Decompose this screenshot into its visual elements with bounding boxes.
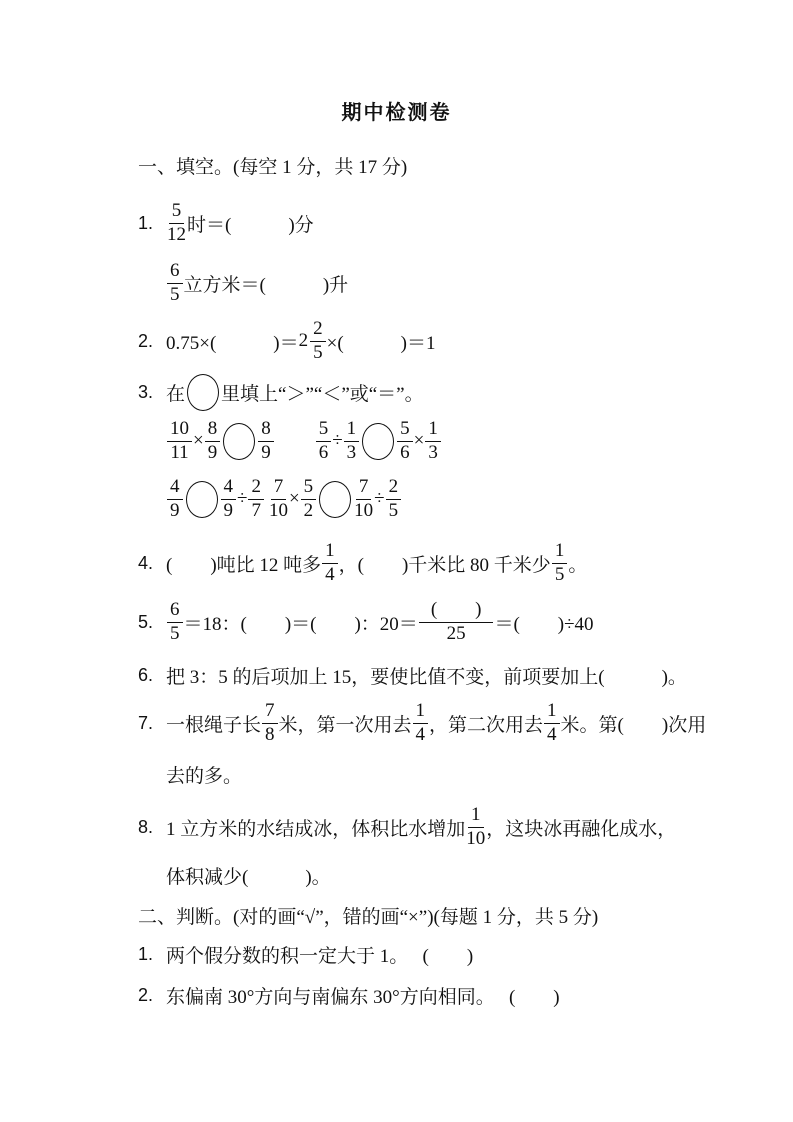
fraction <box>205 419 221 463</box>
text-run: 时＝( )分 <box>187 214 314 236</box>
fraction <box>248 477 264 521</box>
fraction-numerator: 7 <box>271 477 287 500</box>
fraction-numerator: 1 <box>344 419 360 442</box>
fraction-denominator: 7 <box>251 500 261 521</box>
fraction-numerator: 8 <box>258 419 274 442</box>
text-run: 米。第( )次用 <box>560 714 707 736</box>
fraction-numerator: 6 <box>167 261 183 284</box>
text-run: ( )吨比 12 吨多 <box>166 554 322 576</box>
fraction-numerator: 5 <box>301 477 317 500</box>
fraction <box>301 477 317 521</box>
fraction-denominator: 8 <box>265 724 275 745</box>
mixed-whole: 2 <box>298 330 309 351</box>
item8-content-line2 <box>166 862 331 889</box>
fraction-numerator: 4 <box>167 477 183 500</box>
item1-content-line2 <box>166 261 348 305</box>
comparison-circle <box>319 481 351 518</box>
item4-line1 <box>138 538 738 588</box>
fraction-denominator: 5 <box>170 284 180 305</box>
item8-line1 <box>138 802 738 852</box>
fraction-numerator: 4 <box>221 477 237 500</box>
fraction-denominator: 5 <box>313 342 323 363</box>
item3-comparison-row2 <box>138 474 738 524</box>
fraction-denominator: 5 <box>170 623 180 644</box>
fraction <box>397 419 413 463</box>
item1-content-line1 <box>166 201 314 245</box>
section2-item1-content <box>166 941 473 968</box>
text-run: × <box>193 430 204 451</box>
fraction-denominator: 25 <box>446 623 466 644</box>
fraction-numerator: 1 <box>425 419 441 442</box>
fraction-numerator: 5 <box>316 419 332 442</box>
mixed-number <box>299 319 327 363</box>
fraction-denominator: 4 <box>415 724 426 745</box>
fraction-denominator: 5 <box>388 500 399 521</box>
item4-content <box>166 541 587 585</box>
fraction-numerator: 6 <box>167 600 183 623</box>
fraction-denominator: 6 <box>400 442 410 463</box>
fraction <box>167 261 183 305</box>
item3-row1-content <box>166 419 442 463</box>
item1-line1 <box>138 198 738 248</box>
fraction-numerator: 8 <box>205 419 221 442</box>
fraction <box>269 477 288 521</box>
comparison-circle <box>186 481 218 518</box>
item3-intro <box>138 372 738 412</box>
fraction <box>316 419 332 463</box>
item7-line2 <box>138 761 738 788</box>
item1-number: 1. <box>138 212 154 233</box>
text-run: ，第二次用去 <box>429 714 544 736</box>
text-run: 去的多。 <box>166 766 243 787</box>
text-run: 体积减少( )。 <box>166 867 331 888</box>
fraction <box>425 419 441 463</box>
fraction-denominator: 4 <box>325 564 335 585</box>
item2-number: 2. <box>138 330 154 351</box>
text-run: ÷ <box>374 488 385 509</box>
fraction <box>344 419 360 463</box>
item1-line2 <box>138 258 738 308</box>
fraction <box>386 477 402 521</box>
fraction-numerator: 2 <box>310 319 326 342</box>
text-run: 两个假分数的积一定大于 1。 ( ) <box>166 946 474 967</box>
item6-line1 <box>138 662 738 689</box>
page-title: 期中检测卷 <box>341 102 452 124</box>
comparison-circle <box>223 423 255 460</box>
text-run: 0.75×( )＝ <box>166 332 299 354</box>
fraction <box>167 477 183 521</box>
section1-heading: 一、填空。(每空 1 分，共 17 分) <box>138 156 408 178</box>
fraction <box>544 701 560 745</box>
fraction <box>167 419 192 463</box>
text-run: 1 立方米的水结成冰，体积比水增加 <box>166 818 466 840</box>
text-run: 。 <box>568 554 588 576</box>
fraction <box>258 419 274 463</box>
text-run: ，( )千米比 80 千米少 <box>338 554 551 576</box>
section2-item2 <box>138 982 738 1009</box>
item3-intro-content <box>166 374 424 411</box>
text-run: × <box>288 488 300 509</box>
fraction-numerator: 5 <box>169 201 185 224</box>
text-run: 一根绳子长 <box>166 714 262 736</box>
text-run: ×( )＝1 <box>326 332 436 354</box>
section2-item1 <box>138 941 738 968</box>
fraction-numerator: 5 <box>397 419 413 442</box>
fraction-numerator: 1 <box>544 701 560 724</box>
fraction-denominator: 11 <box>170 442 189 463</box>
text-run: ＝18：( )＝( )：20＝ <box>183 613 418 635</box>
item3-comparison-row1 <box>138 418 738 464</box>
fraction <box>310 319 326 363</box>
fraction <box>221 477 237 521</box>
text-run: × <box>413 430 425 451</box>
fraction-numerator: 2 <box>386 477 402 500</box>
item6-content <box>166 662 687 689</box>
item2-line1 <box>138 316 738 366</box>
fraction-denominator: 2 <box>303 500 314 521</box>
fraction-numerator: 10 <box>167 419 192 442</box>
fraction-denominator: 9 <box>223 500 233 521</box>
section2-heading: 二、判断。(对的画“√”，错的画“×”)(每题 1 分，共 5 分) <box>138 906 599 928</box>
item6-number: 6. <box>138 665 154 685</box>
item8-content-line1 <box>166 805 676 849</box>
text-run: 米，第一次用去 <box>278 714 412 736</box>
fraction-denominator: 6 <box>318 442 329 463</box>
fraction-numerator: 7 <box>356 477 372 500</box>
fraction-numerator: 1 <box>322 541 338 564</box>
text-run: 把 3：5 的后项加上 15，要使比值不变，前项要加上( )。 <box>166 667 687 688</box>
item5-content <box>166 600 594 644</box>
fraction <box>354 477 373 521</box>
fraction-numerator: 1 <box>468 805 484 828</box>
fraction-denominator: 3 <box>346 442 357 463</box>
fraction <box>322 541 338 585</box>
fraction <box>466 805 485 849</box>
section2-item2-content <box>166 982 560 1009</box>
fraction-numerator: ( ) <box>419 600 494 623</box>
item7-line1 <box>138 697 738 749</box>
fraction-denominator: 10 <box>466 828 486 849</box>
fraction-denominator: 4 <box>547 724 557 745</box>
fraction-denominator: 10 <box>354 500 374 521</box>
fraction <box>552 541 568 585</box>
fraction-numerator: 1 <box>413 701 429 724</box>
text-run: ，这块冰再融化成水， <box>486 818 677 840</box>
fraction <box>413 701 429 745</box>
fraction-numerator: 7 <box>262 701 278 724</box>
text-run: ÷ <box>237 488 248 509</box>
text-run: ÷ <box>332 430 343 451</box>
text-run: 里填上“＞”“＜”或“＝”。 <box>221 383 424 405</box>
fraction-denominator: 12 <box>167 224 186 245</box>
comparison-circle <box>187 374 219 411</box>
section2-item2-number: 2. <box>138 985 154 1005</box>
text-run: 在 <box>166 383 186 405</box>
item7-content-line2 <box>166 761 242 788</box>
item7-number: 7. <box>138 712 154 733</box>
fraction-denominator: 9 <box>261 442 271 463</box>
item5-line1 <box>138 596 738 648</box>
fraction <box>262 701 278 745</box>
section2-item1-number: 1. <box>138 944 154 964</box>
item8-line2 <box>138 862 738 889</box>
item8-number: 8. <box>138 816 154 837</box>
fraction <box>419 600 494 644</box>
item7-content-line1 <box>166 701 706 745</box>
item3-number: 3. <box>138 381 154 402</box>
fraction <box>167 201 186 245</box>
fraction-numerator: 1 <box>552 541 568 564</box>
fraction-denominator: 3 <box>428 442 438 463</box>
comparison-circle <box>362 423 394 460</box>
fraction-denominator: 10 <box>268 500 288 521</box>
item3-row2-content <box>166 477 402 521</box>
fraction <box>167 600 183 644</box>
fraction-denominator: 9 <box>170 500 180 521</box>
fraction-denominator: 9 <box>207 442 218 463</box>
item5-number: 5. <box>138 611 154 632</box>
text-run: 东偏南 30°方向与南偏东 30°方向相同。 ( ) <box>166 987 560 1008</box>
fraction-numerator: 2 <box>248 477 264 500</box>
text-run: ＝( )÷40 <box>494 613 594 635</box>
text-run: 立方米＝( )升 <box>183 274 349 296</box>
item2-content <box>166 319 436 363</box>
item4-number: 4. <box>138 552 154 573</box>
fraction-denominator: 5 <box>554 564 565 585</box>
